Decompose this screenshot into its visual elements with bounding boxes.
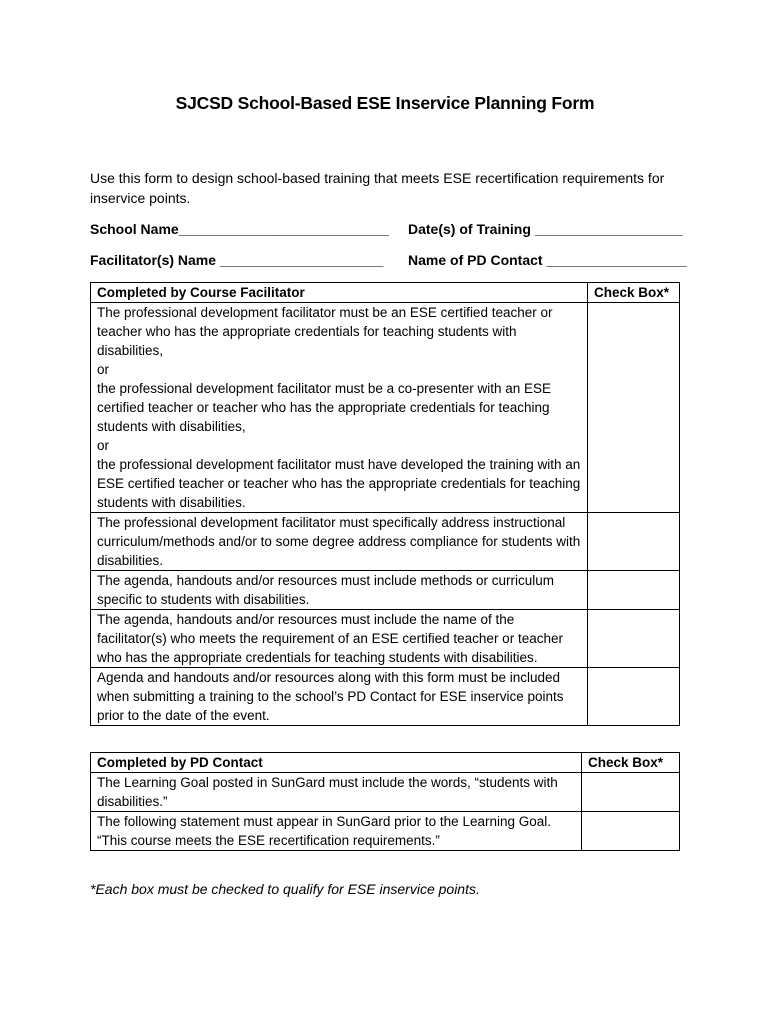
table-row (91, 773, 680, 812)
table-header-row (91, 283, 680, 303)
requirement-text: The professional development facilitator must specifically address instructional curriculum/methods and/or to some degree address compliance for students with disabilities. (91, 513, 588, 571)
table-row (91, 303, 680, 513)
table-header-row (91, 753, 680, 773)
check-box-cell[interactable] (588, 513, 680, 571)
table-row (91, 812, 680, 851)
requirement-text: Agenda and handouts and/or resources along with this form must be included when submitting a training to the school’s PD Contact for ESE inservice points prior to the date of the event. (91, 668, 588, 726)
pd-contact-column-header: Completed by PD Contact (91, 753, 582, 773)
table-row (91, 668, 680, 726)
footnote: *Each box must be checked to qualify for ESE inservice points. (90, 881, 480, 897)
check-box-column-header: Check Box* (582, 753, 680, 773)
check-box-cell[interactable] (588, 303, 680, 513)
check-box-column-header: Check Box* (588, 283, 680, 303)
form-title: SJCSD School-Based ESE Inservice Planning Form (175, 93, 595, 113)
requirement-text: The Learning Goal posted in SunGard must include the words, “students with disabilities.” (91, 773, 582, 812)
school-name-field[interactable]: School Name___________________________ (90, 221, 389, 237)
facilitator-column-header: Completed by Course Facilitator (91, 283, 588, 303)
intro-text: Use this form to design school-based training that meets ESE recertification requirements for inservice points. (90, 170, 665, 206)
check-box-cell[interactable] (582, 773, 680, 812)
check-box-cell[interactable] (582, 812, 680, 851)
facilitator-table (90, 282, 680, 726)
requirement-text: The professional development facilitator must be an ESE certified teacher or teacher who has the appropriate credentials for teaching students with disabilities, or the professional development facilitator must be a co-presenter with an ESE certified teacher or teacher who has the appropriate credentials for teaching students with disabilities, or the professional development facilitator must have developed the training with an ESE certified teacher or teacher who has the appropriate credentials for teaching students with disabilities. (91, 303, 588, 513)
check-box-cell[interactable] (588, 571, 680, 610)
requirement-text: The following statement must appear in SunGard prior to the Learning Goal. “This course meets the ESE recertification requirements.” (91, 812, 582, 851)
table-row (91, 610, 680, 668)
check-box-cell[interactable] (588, 610, 680, 668)
pd-contact-table (90, 752, 680, 851)
training-dates-field[interactable]: Date(s) of Training ___________________ (408, 221, 683, 237)
requirement-text: The agenda, handouts and/or resources must include methods or curriculum specific to students with disabilities. (91, 571, 588, 610)
table-row (91, 571, 680, 610)
table-row (91, 513, 680, 571)
requirement-text: The agenda, handouts and/or resources must include the name of the facilitator(s) who meets the requirement of an ESE certified teacher or teacher who has the appropriate credentials for teaching students with disabilities. (91, 610, 588, 668)
check-box-cell[interactable] (588, 668, 680, 726)
pd-contact-field[interactable]: Name of PD Contact __________________ (408, 252, 687, 268)
facilitator-name-field[interactable]: Facilitator(s) Name _____________________ (90, 252, 384, 268)
